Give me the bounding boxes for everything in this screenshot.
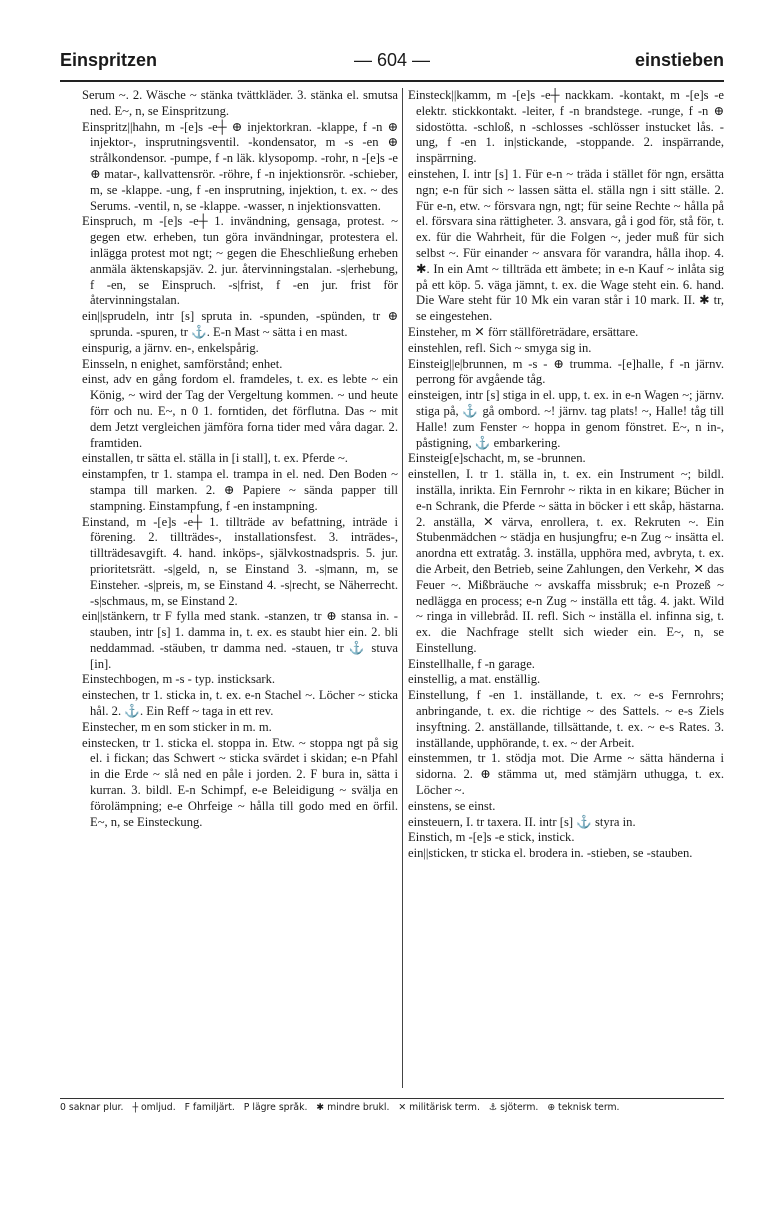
legend-item: F familjärt. (184, 1102, 235, 1113)
entry: einstecken, tr 1. sticka el. stoppa in. Etw. ~ stoppa ngt på sig el. i fickan; das Schwert ~ sticka svärdet i skidan; e-n Pfahl in die Erde ~ slå ned en påle i jorden. 2. F bura in, sätta i kurran. 3. bildl. E-n Schimpf, e-e Beleidigung ~ svälja en förolämpning; e-e Ohrfeige ~ hålla till godo med en örfil. E~, n, se Einsteckung. (82, 735, 398, 829)
entry: Einstecher, m en som sticker in m. m. (82, 719, 272, 734)
entry: einspurig, a järnv. en-, enkelspårig. (82, 340, 259, 355)
entry: Einstellhalle, f -n garage. (408, 656, 535, 671)
entry: einstemmen, tr 1. stödja mot. Die Arme ~ sätta händerna i sidorna. 2. ⊕ stämma ut, med stämjärn uthugga, t. ex. Löcher ~. (408, 751, 724, 798)
entry: ein||sticken, tr sticka el. brodera in. -stieben, se -stauben. (408, 846, 693, 861)
header-rule (60, 80, 724, 82)
entry: einsteuern, I. tr taxera. II. intr [s] ⚓ styra in. (408, 814, 636, 829)
entry: einst, adv en gång fordom el. framdeles, t. ex. es lebte ~ ein König, ~ wird der Tag der Vergeltung kommen. ~ und heute förr och nu. E~, n 0 1. forntiden, det förflutna. Das ~ mit dem Jetzt vergleichen jämföra forna tider med våra dagar. 2. framtiden. (82, 372, 398, 450)
entry: einstens, se einst. (408, 798, 496, 813)
abbreviation-legend (60, 1102, 724, 1120)
entry: Einsteig||e|brunnen, m -s - ⊕ trumma. -[e]halle, f -n järnv. perrong för avgående tåg. (408, 356, 724, 387)
legend-item: ⚓ sjöterm. (488, 1102, 539, 1113)
page-header (60, 50, 724, 76)
legend-item: ┼ omljud. (132, 1102, 176, 1113)
right-running-headword: einstieben (634, 50, 724, 70)
entry: Serum ~. 2. Wäsche ~ stänka tvättkläder. 3. stänka el. smutsa ned. E~, n, se Einspritzung. (82, 88, 398, 118)
entry: einstellen, I. tr 1. ställa in, t. ex. ein Instrument ~; bildl. inställa, inrikta. Ein Fernrohr ~ rikta in en kikare; Bücher in e-n Schrank, die Pferde ~ sätta in böcker i ett skåp, hästarna. 2. anställa, ✕ värva, enrollera, t. ex. Rekruten ~. Ein Stubenmädchen ~ städja en husjungfru; e-n Zug ~ insätta el. anordna ett extratåg. 3. inställa, upphöra med, avbryta, t. ex. die Arbeit, den Betrieb, seine Zahlungen, den Verkehr, ✕ das Feuer ~. Mißbräuche ~ avskaffa missbruk; e-n Prozeß ~ nedlägga en process; e-n Zug ~ inställa ett tåg. 4. jakt. Wild ~ ringa in villebråd. II. refl. Sich ~ inställa el. infinna sig, t. ex. die Nachfrage stellt sich wieder ein. E~, n, se Einstellung. (408, 467, 724, 655)
column-divider (402, 88, 403, 1088)
legend-item: P lägre språk. (243, 1102, 308, 1113)
entry: Einsseln, n enighet, samförstånd; enhet. (82, 356, 283, 371)
entry: einstellig, a mat. enställig. (408, 672, 541, 687)
left-column (82, 88, 398, 1088)
footer-rule (60, 1098, 724, 1099)
legend-item: ⊕ teknisk term. (547, 1102, 620, 1113)
entry: einstampfen, tr 1. stampa el. trampa in el. ned. Den Boden ~ stampa till marken. 2. ⊕ Papiere ~ sända papper till stampning. Einstampfung, f -en instampning. (82, 467, 398, 513)
right-column (408, 88, 724, 1088)
entry: einstallen, tr sätta el. ställa in [i stall], t. ex. Pferde ~. (82, 451, 348, 466)
entry: Einstellung, f -en 1. inställande, t. ex. ~ e-s Fernrohrs; anbringande, t. ex. die richtige ~ des Sattels. ~ e-s Ziels insyftning. 2. anställande, tillsättande, t. ex. ~ e-s Rates. 3. inställande, upphörande, t. ex. ~ der Arbeit. (408, 688, 724, 750)
entry: ein||stänkern, tr F fylla med stank. -stanzen, tr ⊕ stansa in. -stauben, intr [s] 1. damma in, t. ex. es staubt hier ein. 2. bli neddammad. -stäuben, tr damma ned. -stauen, tr ⚓ stuva [in]. (82, 609, 398, 671)
entry: Einsteher, m ✕ förr ställföreträdare, ersättare. (408, 324, 639, 339)
page-number: — 604 — (353, 50, 431, 70)
entry: einstehen, I. intr [s] 1. Für e-n ~ träda i stället för ngn, ersätta ngn; e-n für sich ~ lassen sätta el. ställa ngn i sitt ställe. 2. Für e-n, etw. ~ försvara ngn, ngt; für seine Rechte ~ hålla på el. försvara sina rättigheter. 3. ansvara, gå i god för, stå för, t. ex. für die Wahrheit, für die Folgen ~, jeder muß für sich selbst ~. Für einander ~ ansvara för varandra, hålla ihop. 4. ✱. In ein Amt ~ tillträda ett ämbete; in e-n Kauf ~ inlåta sig på ett köp. 5. väga jämnt, t. ex. die Wage steht ein. 6. hand. Die Ware steht für 10 Mk ein varan står i 10 mark. II. ✱ tr, se eingestehen. (408, 166, 724, 324)
entry: einstehlen, refl. Sich ~ smyga sig in. (408, 340, 592, 355)
entry: Einspritz||hahn, m -[e]s -e┼ ⊕ injektorkran. -klappe, f -n ⊕ injektor-, insprutningsventil. -kondensator, m -s -en ⊕ strålkondensor. -pumpe, f -n läk. klysopomp. -rohr, n -[e]s -e ⊕ matar-, kallvattensrör. -röhre, f -n injektionsrör. -schieber, m, se -klappe. -ung, f -en insprutning, injektion, t. ex. ~ des Serums. -ventil, n, se -klappe. -wasser, n injektionsvatten. (82, 119, 398, 213)
legend-item: 0 saknar plur. (60, 1102, 124, 1113)
entry: ein||sprudeln, intr [s] spruta in. -spunden, -spünden, tr ⊕ sprunda. -spuren, tr ⚓. E-n Mast ~ sätta i en mast. (82, 309, 398, 339)
entry: Einspruch, m -[e]s -e┼ 1. invändning, gensaga, protest. ~ gegen etw. erheben, tun göra invändningar, protestera el. inlägga protest mot ngt; ~ gegen die Eheschließung erheben anmäla äktenskapsjäv. 2. jur. återvinningstalan. -s|erhebung, f -en, se Einspruch. -s|frist, f -en jur. frist för återvinningstalan. (82, 214, 398, 308)
entry: einstechen, tr 1. sticka in, t. ex. e-n Stachel ~. Löcher ~ sticka hål. 2. ⚓. Ein Reff ~ taga in ett rev. (82, 688, 398, 719)
left-running-headword: Einspritzen (60, 50, 158, 70)
legend-item: ✕ militärisk term. (398, 1102, 480, 1113)
entry: Einstechbogen, m -s - typ. insticksark. (82, 672, 276, 687)
entry: Einstand, m -[e]s -e┼ 1. tillträde av befattning, inträde i förening. 2. tillträdes-, installationsfest. 3. inträdes-, tillträdesavgift. 4. hand. inköps-, självkostnadspris. 5. jur. prioritetsrätt. -s|geld, n, se Einstand 3. -s|mann, m, se Einsteher. -s|preis, m, se Einstand 4. -s|recht, se Näherrecht. -s|schmaus, m, se Einstand 2. (82, 514, 398, 608)
entry: Einsteck||kamm, m -[e]s -e┼ nackkam. -kontakt, m -[e]s -e elektr. stickkontakt. -leiter, f -n brandstege. -runge, f -n ⊕ sidostötta. -schloß, n -schlosses -schlösser instucket lås. -ung, f -en 1. in|stickande, -stoppande. 2. inspärrande, inspärrning. (408, 88, 724, 166)
entry: Einstich, m -[e]s -e stick, instick. (408, 830, 575, 845)
entry: Einsteig[e]schacht, m, se -brunnen. (408, 451, 586, 466)
legend-item: ✱ mindre brukl. (316, 1102, 390, 1113)
entry: einsteigen, intr [s] stiga in el. upp, t. ex. in e-n Wagen ~; järnv. stiga på, ⚓ gå ombord. ~! järnv. tag plats! ~, Halle! tåg till Halle! zum Fenster ~ hoppa in genom fönstret. E~, n in-, påstigning, ⚓ embarkering. (408, 388, 724, 450)
